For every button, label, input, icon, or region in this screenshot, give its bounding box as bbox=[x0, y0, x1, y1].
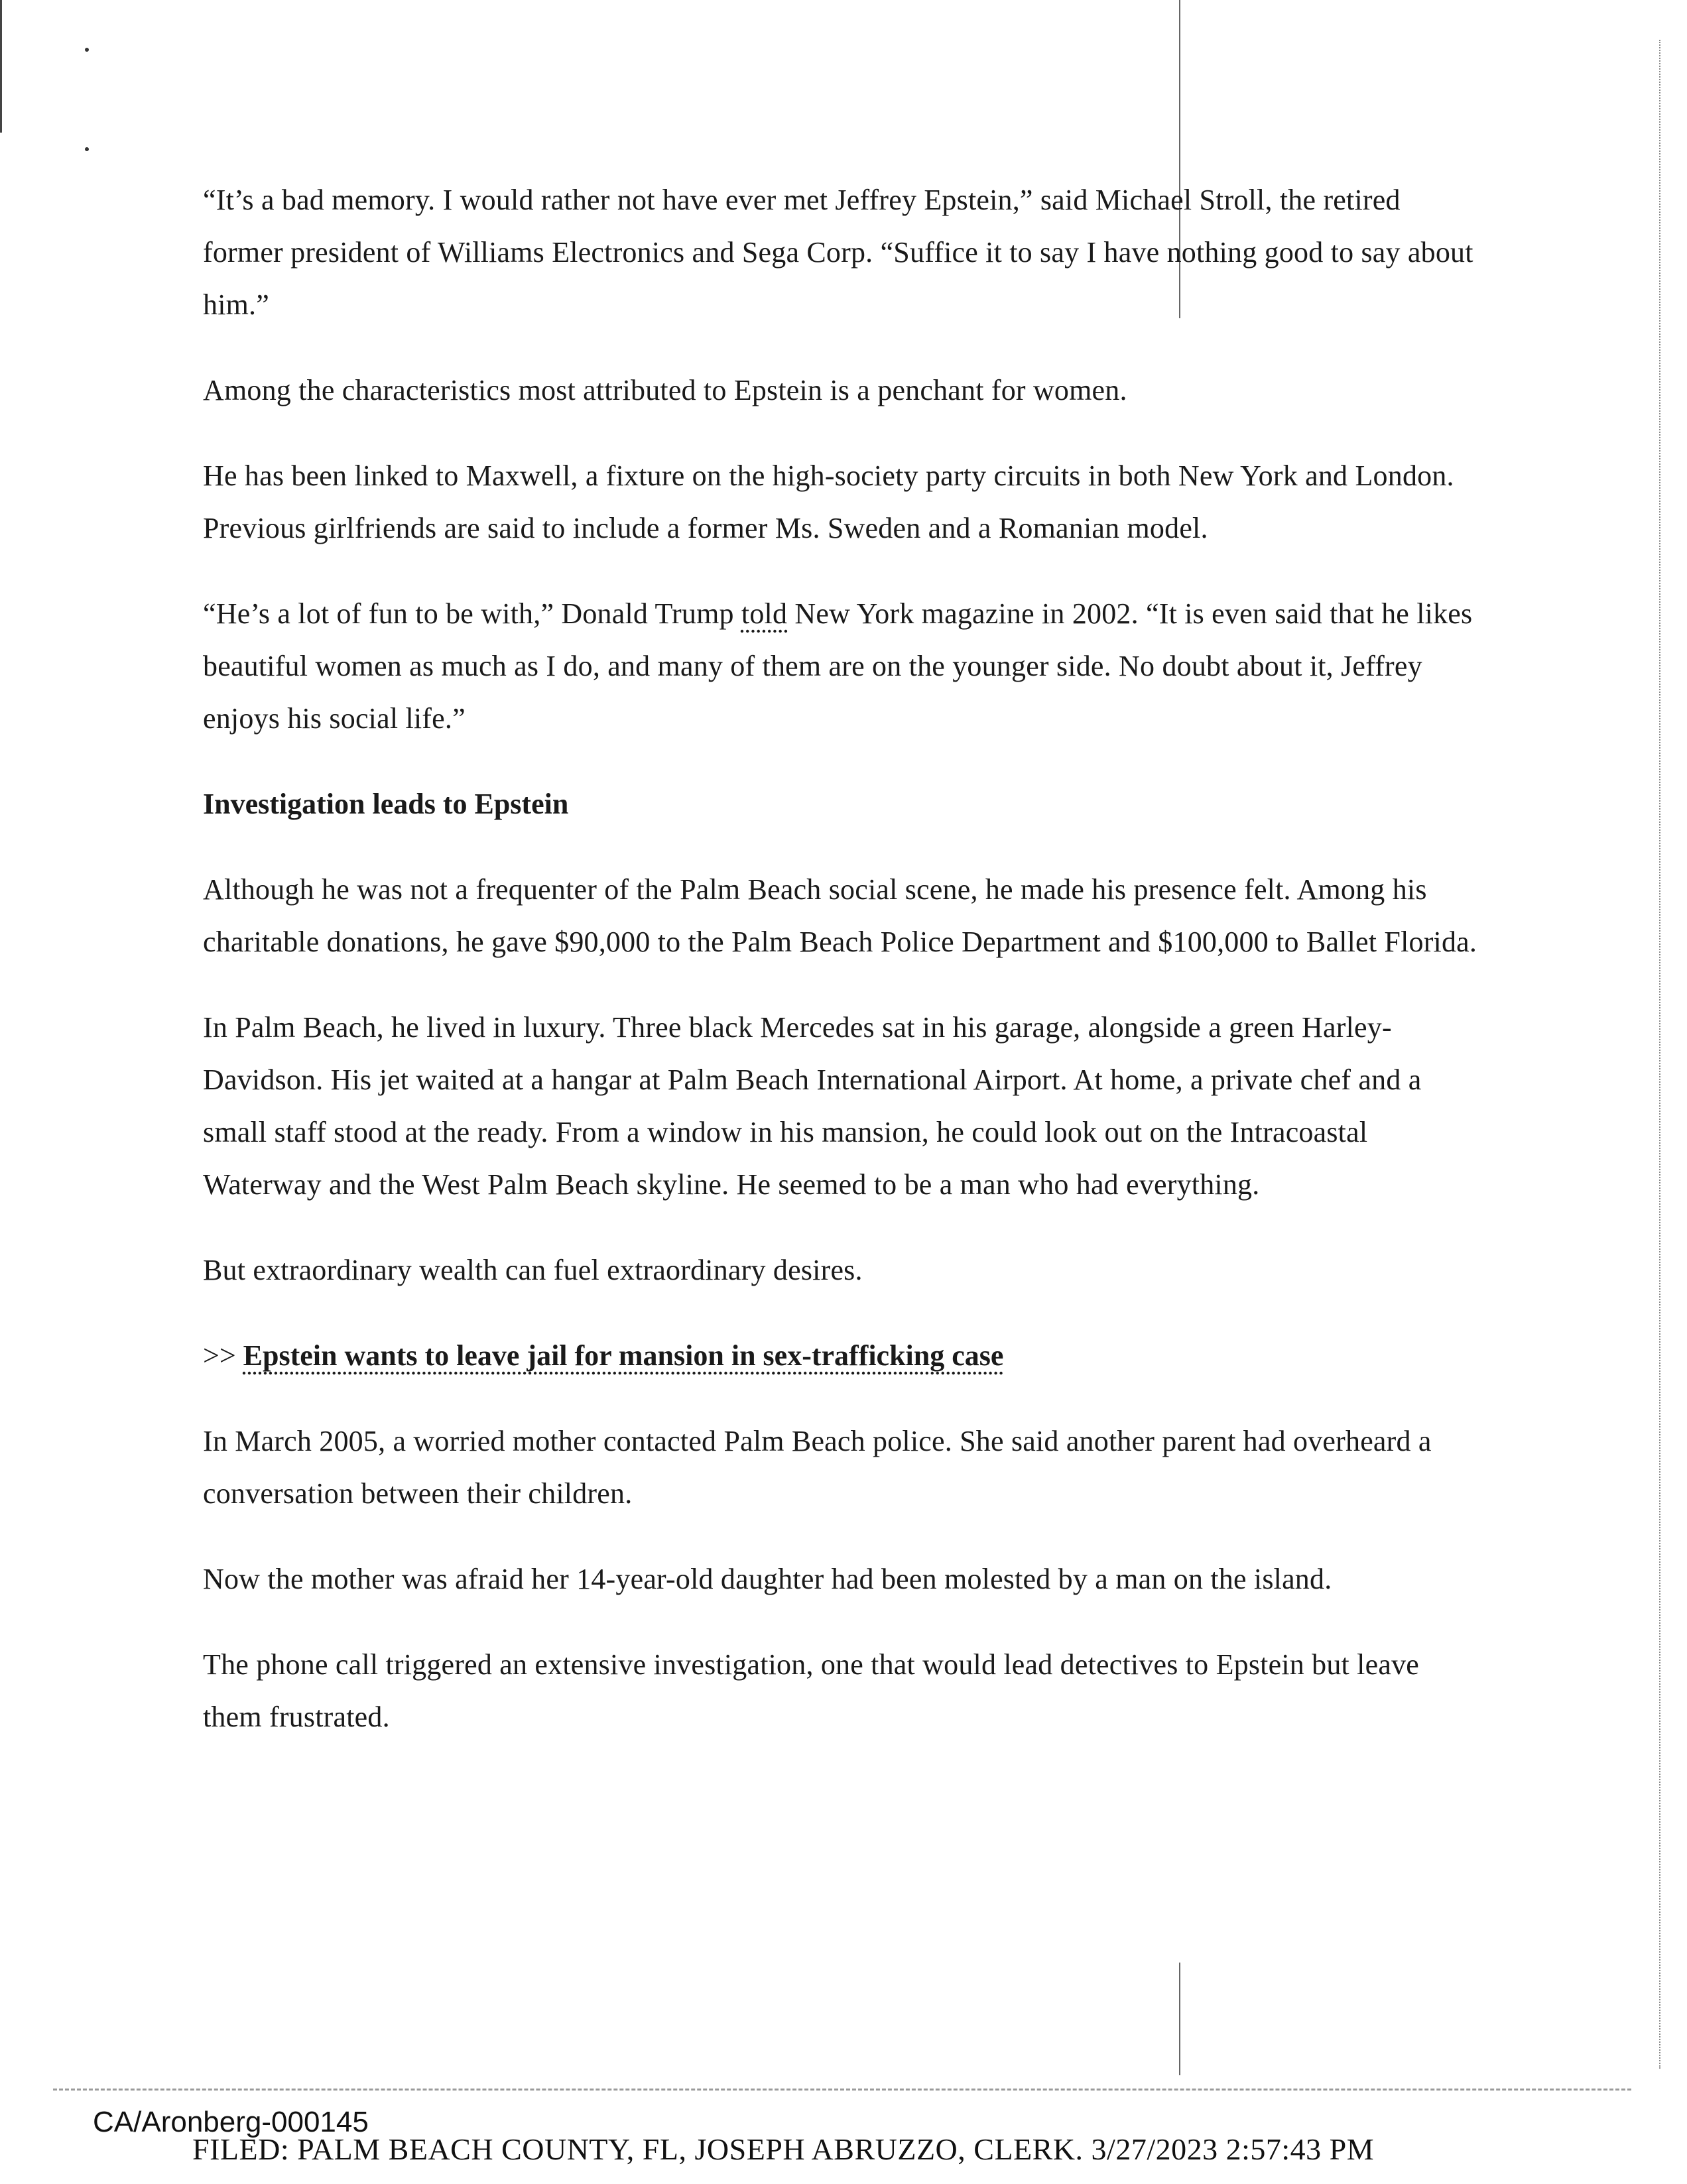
paragraph: Although he was not a frequenter of the Palm Beach social scene, he made his presence felt. Among his charitable donations, he gave $90,000 to the Palm Beach Police Department and $100,000 to Ballet Florida. bbox=[203, 873, 1477, 958]
paragraph: In Palm Beach, he lived in luxury. Three black Mercedes sat in his garage, alongside a green Harley-Davidson. His jet waited at a hangar at Palm Beach International Airport. At home, a private chef and a small staff stood at the ready. From a window in his mansion, he could look out on the Intracoastal Waterway and the West Palm Beach skyline. He seemed to be a man who had everything. bbox=[203, 1011, 1422, 1201]
paragraph: He has been linked to Maxwell, a fixture on the high-society party circuits in both New York and London. Previous girlfriends are said to include a former Ms. Sweden and a Romanian model. bbox=[203, 459, 1454, 544]
quote-text-before: “He’s a lot of fun to be with,” Donald Trump bbox=[203, 597, 741, 630]
filed-stamp: FILED: PALM BEACH COUNTY, FL, JOSEPH ABRUZZO, CLERK. 3/27/2023 2:57:43 PM bbox=[192, 2132, 1375, 2166]
paragraph: “It’s a bad memory. I would rather not have ever met Jeffrey Epstein,” said Michael Stroll, the retired former president of Williams Electronics and Sega Corp. “Suffice it to say I have nothing good to say about him.” bbox=[203, 184, 1473, 321]
quote-text-after: New York magazine in 2002. “It is even said that he likes beautiful women as much as I do, and many of them are on the younger side. No doubt about it, Jeffrey enjoys his social life.” bbox=[203, 597, 1473, 735]
related-article-line bbox=[203, 1329, 1483, 1382]
related-article-link[interactable]: Epstein wants to leave jail for mansion in sex-trafficking case bbox=[243, 1339, 1004, 1372]
bates-number: CA/Aronberg-000145 bbox=[93, 2106, 369, 2138]
article-body bbox=[203, 174, 1483, 1776]
paragraph: Among the characteristics most attributed to Epstein is a penchant for women. bbox=[203, 374, 1127, 406]
paragraph: In March 2005, a worried mother contacted Palm Beach police. She said another parent had overheard a conversation between their children. bbox=[203, 1425, 1432, 1510]
scan-artifact-mark bbox=[85, 147, 89, 151]
scan-artifact-bottom-dashes bbox=[53, 2089, 1631, 2091]
related-link-prefix: >> bbox=[203, 1339, 243, 1372]
scan-artifact-center-line-lower bbox=[1179, 1963, 1180, 2075]
scan-artifact-mark bbox=[85, 48, 89, 52]
section-heading: Investigation leads to Epstein bbox=[203, 788, 569, 820]
scan-artifact-left-edge bbox=[0, 0, 2, 133]
scan-artifact-right-edge bbox=[1659, 40, 1660, 2069]
paragraph: Now the mother was afraid her 14-year-old daughter had been molested by a man on the island. bbox=[203, 1563, 1332, 1595]
told-link[interactable]: told bbox=[741, 597, 788, 630]
paragraph: The phone call triggered an extensive investigation, one that would lead detectives to Epstein but leave them frustrated. bbox=[203, 1648, 1419, 1733]
trump-quote-paragraph bbox=[203, 587, 1483, 745]
paragraph: But extraordinary wealth can fuel extraordinary desires. bbox=[203, 1254, 863, 1286]
